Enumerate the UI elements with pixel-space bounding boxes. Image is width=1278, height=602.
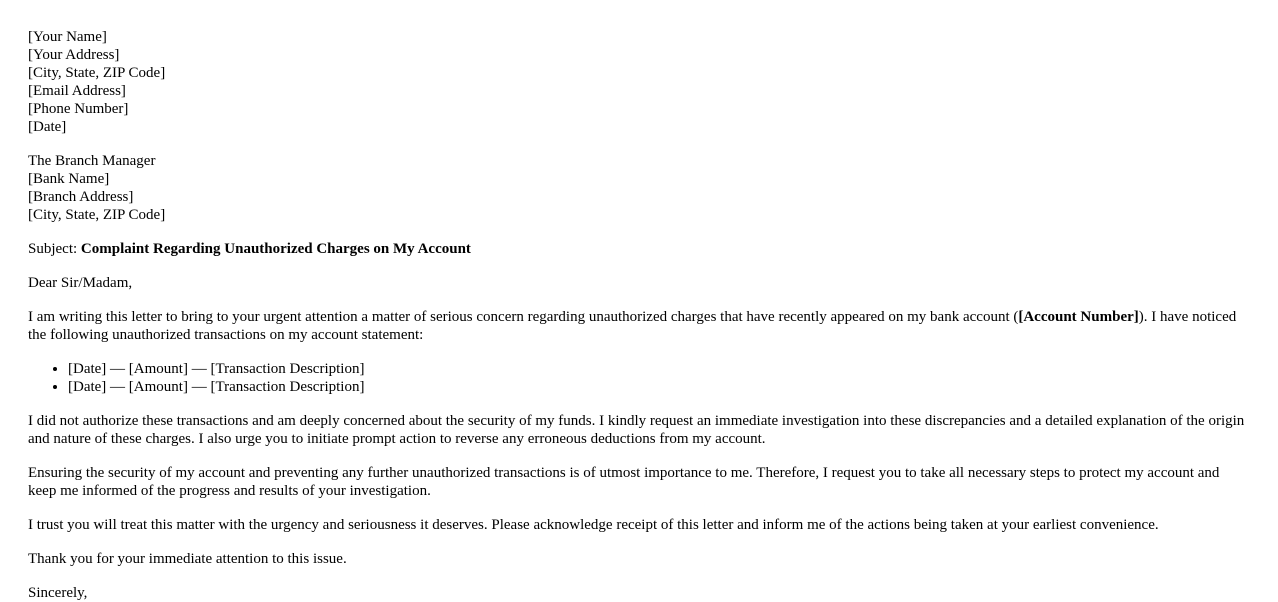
- subject-label: Subject:: [28, 241, 81, 257]
- recipient-city: [City, State, ZIP Code]: [28, 207, 166, 223]
- closing: Sincerely,: [28, 585, 88, 601]
- intro-paragraph: [28, 308, 1250, 344]
- account-number: [Account Number]: [1018, 309, 1139, 325]
- intro-before: I am writing this letter to bring to your urgent attention a matter of serious concern regarding unauthorized charges that have recently appeared on my bank account (: [28, 309, 1019, 325]
- recipient-title: The Branch Manager: [28, 153, 156, 169]
- paragraph-thanks: Thank you for your immediate attention to this issue.: [28, 551, 347, 567]
- paragraph-security: Ensuring the security of my account and preventing any further unauthorized transactions is of utmost importance to me. Therefore, I request you to take all necessary steps to protect my account and keep me informed of the progress and results of your investigation.: [28, 465, 1220, 499]
- recipient-address-block: [28, 152, 1250, 224]
- sender-address: [Your Address]: [28, 47, 120, 63]
- sender-name: [Your Name]: [28, 29, 107, 45]
- transaction-list: [28, 360, 1250, 396]
- paragraph-urgency: I trust you will treat this matter with the urgency and seriousness it deserves. Please acknowledge receipt of this letter and inform me of the actions being taken at your earliest convenience.: [28, 517, 1159, 533]
- sender-email: [Email Address]: [28, 83, 126, 99]
- intro-after: ). I have noticed the following unauthorized transactions on my account statement:: [28, 309, 1237, 343]
- subject-line: [28, 240, 1250, 258]
- sender-phone: [Phone Number]: [28, 101, 129, 117]
- sender-city: [City, State, ZIP Code]: [28, 65, 166, 81]
- sender-date: [Date]: [28, 119, 67, 135]
- list-item: • [Date] — [Amount] — [Transaction Description]: [68, 378, 1250, 396]
- recipient-bank: [Bank Name]: [28, 171, 110, 187]
- recipient-branch-address: [Branch Address]: [28, 189, 134, 205]
- subject-text: Complaint Regarding Unauthorized Charges on My Account: [80, 241, 471, 257]
- salutation: Dear Sir/Madam,: [28, 275, 133, 291]
- sender-address-block: [28, 28, 1250, 136]
- list-item: • [Date] — [Amount] — [Transaction Description]: [68, 360, 1250, 378]
- paragraph-investigation: I did not authorize these transactions and am deeply concerned about the security of my funds. I kindly request an immediate investigation into these discrepancies and a detailed explanation of the origin and nature of these charges. I also urge you to initiate prompt action to reverse any erroneous deductions from my account.: [28, 413, 1245, 447]
